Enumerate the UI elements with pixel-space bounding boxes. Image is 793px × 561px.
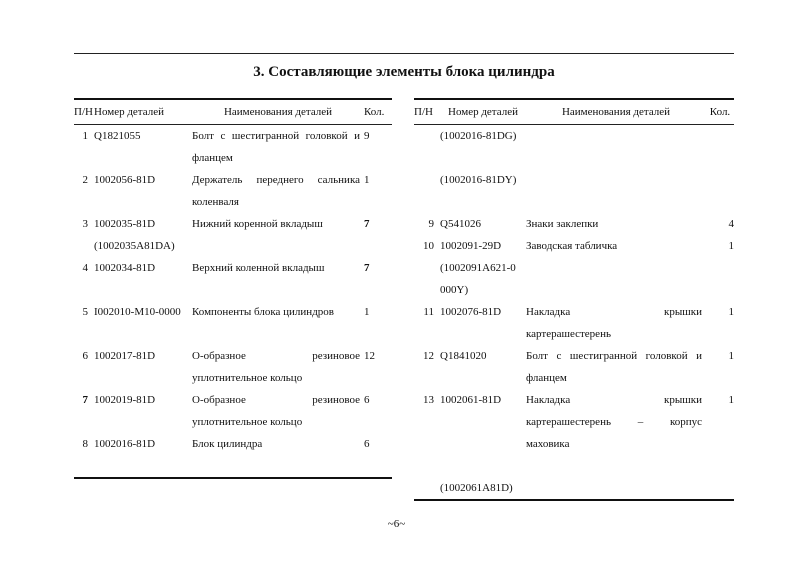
part-number-line bbox=[440, 455, 526, 477]
quantity: 7 bbox=[364, 262, 370, 274]
part-name bbox=[192, 169, 364, 213]
part-name bbox=[192, 345, 364, 389]
quantity bbox=[706, 169, 734, 213]
header-part-name: Наименования деталей bbox=[192, 99, 364, 125]
part-number bbox=[440, 213, 526, 235]
part-name-line bbox=[526, 125, 702, 147]
quantity: 1 bbox=[728, 306, 734, 318]
part-name bbox=[192, 301, 364, 345]
part-number bbox=[440, 389, 526, 455]
header-part-number: Номер деталей bbox=[94, 99, 192, 125]
part-number bbox=[94, 169, 192, 213]
part-name-line: Заводская табличка bbox=[526, 240, 618, 252]
table-row bbox=[74, 389, 392, 433]
part-number-line bbox=[440, 191, 526, 213]
part-name-line bbox=[526, 455, 702, 477]
quantity: 6 bbox=[364, 394, 370, 406]
part-name-line: Компоненты блока цилиндров bbox=[192, 306, 334, 318]
part-name bbox=[526, 345, 706, 389]
part-number-line: 000Y) bbox=[440, 284, 469, 296]
table-row bbox=[74, 213, 392, 257]
header-no: П/Н bbox=[414, 99, 440, 125]
part-number-line: 1002035-81D bbox=[94, 218, 156, 230]
parts-table-right bbox=[414, 98, 734, 501]
row-number bbox=[414, 455, 440, 500]
header-part-name: Наименования деталей bbox=[526, 99, 706, 125]
part-number bbox=[440, 169, 526, 213]
quantity: 4 bbox=[728, 218, 734, 230]
part-number bbox=[440, 125, 526, 170]
table-row bbox=[414, 389, 734, 455]
table-row bbox=[414, 235, 734, 301]
part-number-line: 1002017-81D bbox=[94, 350, 156, 362]
part-number-line: 1002076-81D bbox=[440, 306, 502, 318]
quantity: 12 bbox=[364, 350, 375, 362]
table-row bbox=[414, 455, 734, 500]
quantity bbox=[706, 125, 734, 170]
part-number bbox=[94, 213, 192, 257]
part-number bbox=[94, 125, 192, 170]
part-number-line: (1002016-81DY) bbox=[440, 174, 517, 186]
part-number bbox=[94, 257, 192, 301]
quantity: 9 bbox=[364, 130, 370, 142]
part-number bbox=[440, 345, 526, 389]
part-name bbox=[526, 169, 706, 213]
part-number-line: (1002091A621-0 bbox=[440, 262, 516, 274]
quantity: 1 bbox=[364, 174, 370, 186]
row-number bbox=[414, 125, 440, 170]
part-number-line: 1002056-81D bbox=[94, 174, 156, 186]
part-name-line: Накладка крышки bbox=[526, 394, 702, 406]
part-number-line bbox=[440, 147, 526, 169]
header-no: П/Н bbox=[74, 99, 94, 125]
header-qty: Кол. bbox=[364, 99, 392, 125]
part-name-line bbox=[192, 279, 360, 301]
part-number bbox=[440, 301, 526, 345]
table-row bbox=[414, 345, 734, 389]
part-name-line: уплотнительное кольцо bbox=[192, 416, 303, 428]
row-number: 4 bbox=[82, 262, 88, 274]
part-name-line: уплотнительное кольцо bbox=[192, 372, 303, 384]
top-rule bbox=[74, 53, 734, 54]
part-name-line: картерашестерень – корпус bbox=[526, 416, 702, 428]
row-number: 1 bbox=[82, 130, 88, 142]
part-name bbox=[526, 301, 706, 345]
row-number: 6 bbox=[82, 350, 88, 362]
page-title: 3. Составляющие элементы блока цилиндра bbox=[253, 64, 555, 80]
table-row bbox=[414, 169, 734, 213]
part-name-line: Болт с шестигранной головкой и bbox=[192, 130, 360, 142]
part-name-line bbox=[192, 323, 360, 345]
table-row bbox=[414, 301, 734, 345]
header-part-number: Номер деталей bbox=[440, 99, 526, 125]
part-name-line: коленваля bbox=[192, 196, 239, 208]
quantity: 1 bbox=[364, 306, 370, 318]
page-number: ~6~ bbox=[387, 518, 406, 530]
part-name bbox=[526, 455, 706, 500]
table-row bbox=[74, 169, 392, 213]
row-number: 5 bbox=[82, 306, 88, 318]
table-row bbox=[74, 433, 392, 478]
table-row bbox=[74, 125, 392, 170]
table-header-row bbox=[414, 99, 734, 125]
part-number-line: 1002061-81D bbox=[440, 394, 502, 406]
part-number-line: (1002061A81D) bbox=[440, 482, 513, 494]
part-number-line: I002010-M10-0000 bbox=[94, 306, 181, 318]
part-name bbox=[526, 235, 706, 301]
row-number: 13 bbox=[423, 394, 434, 406]
part-number-line: 1002091-29D bbox=[440, 240, 502, 252]
quantity: 1 bbox=[728, 350, 734, 362]
table-header-row bbox=[74, 99, 392, 125]
table-row bbox=[74, 345, 392, 389]
quantity: 7 bbox=[364, 218, 370, 230]
row-number: 10 bbox=[423, 240, 434, 252]
row-number: 12 bbox=[423, 350, 434, 362]
part-number bbox=[440, 235, 526, 301]
quantity: 6 bbox=[364, 433, 392, 478]
table-row bbox=[414, 213, 734, 235]
part-name-line: фланцем bbox=[192, 152, 233, 164]
part-name bbox=[192, 389, 364, 433]
part-number-line: 1002019-81D bbox=[94, 394, 156, 406]
parts-table-left bbox=[74, 98, 392, 479]
quantity: 1 bbox=[728, 394, 734, 406]
part-name-line: фланцем bbox=[526, 372, 567, 384]
table-row bbox=[74, 301, 392, 345]
row-number: 9 bbox=[428, 218, 434, 230]
row-number: 8 bbox=[74, 433, 94, 478]
part-name-line: Знаки заклепки bbox=[526, 218, 599, 230]
part-name bbox=[192, 213, 364, 257]
part-name-line: Болт с шестигранной головкой и bbox=[526, 350, 702, 362]
part-number bbox=[94, 389, 192, 433]
row-number: 2 bbox=[82, 174, 88, 186]
quantity bbox=[706, 455, 734, 500]
part-number-line: Q541026 bbox=[440, 218, 481, 230]
part-name-line: Блок цилиндра bbox=[192, 438, 263, 450]
part-name bbox=[192, 433, 364, 478]
part-name-line: О-образное резиновое bbox=[192, 394, 360, 406]
part-name bbox=[526, 125, 706, 170]
header-qty: Кол. bbox=[706, 99, 734, 125]
part-name-line: Держатель переднего сальника bbox=[192, 174, 360, 186]
part-name-line bbox=[526, 169, 702, 191]
part-name bbox=[192, 125, 364, 170]
part-name-line: Нижний коренной вкладыш bbox=[192, 218, 323, 230]
part-name-line: маховика bbox=[526, 438, 570, 450]
part-number bbox=[440, 455, 526, 500]
part-name-line: О-образное резиновое bbox=[192, 350, 360, 362]
part-name-line: Верхний коленной вкладыш bbox=[192, 262, 325, 274]
row-number: 11 bbox=[423, 306, 434, 318]
part-name bbox=[526, 389, 706, 455]
part-number-line: Q1841020 bbox=[440, 350, 487, 362]
part-name bbox=[526, 213, 706, 235]
part-name bbox=[192, 257, 364, 301]
part-name-line bbox=[192, 455, 360, 477]
part-name-line: картерашестерень bbox=[526, 328, 611, 340]
part-number-line: Q1821055 bbox=[94, 130, 141, 142]
row-number: 7 bbox=[82, 394, 88, 406]
part-name-line: Накладка крышки bbox=[526, 306, 702, 318]
part-number bbox=[94, 301, 192, 345]
quantity: 1 bbox=[728, 240, 734, 252]
table-row bbox=[414, 125, 734, 170]
row-number bbox=[414, 169, 440, 213]
part-number-line: (1002016-81DG) bbox=[440, 130, 517, 142]
part-number-line: 1002034-81D bbox=[94, 262, 156, 274]
part-number-line: 1002016-81D bbox=[94, 438, 156, 450]
row-number: 3 bbox=[82, 218, 88, 230]
part-number bbox=[94, 433, 192, 478]
part-number-line: (1002035A81DA) bbox=[94, 240, 175, 252]
table-row bbox=[74, 257, 392, 301]
part-number bbox=[94, 345, 192, 389]
